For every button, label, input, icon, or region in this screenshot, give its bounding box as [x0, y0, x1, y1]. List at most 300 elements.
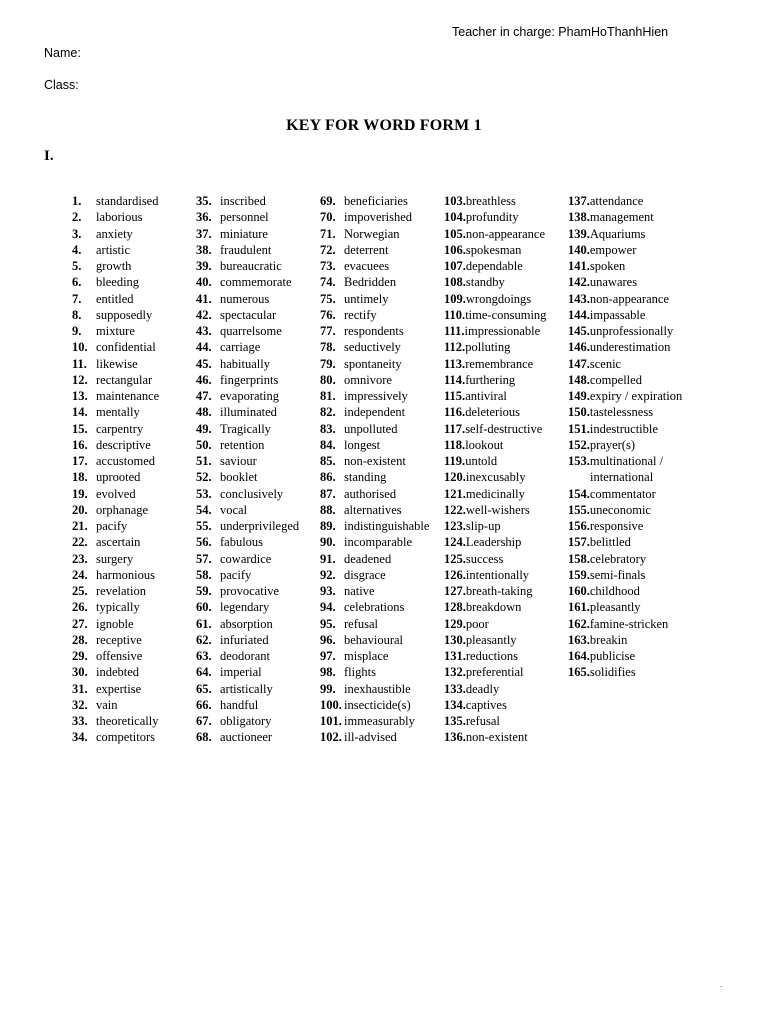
answer-number: 157.: [568, 535, 590, 550]
answer-number: 59.: [196, 584, 212, 598]
answer-number: 2.: [72, 210, 82, 225]
answer-item: [568, 258, 682, 274]
answer-number: 27.: [72, 616, 88, 631]
answer-item: [196, 274, 299, 290]
answer-item: [568, 632, 682, 648]
section-label: I.: [44, 148, 54, 164]
answer-number: 156.: [568, 519, 590, 533]
answer-number: 84.: [320, 437, 336, 452]
answer-word: indebted: [96, 665, 140, 680]
answer-item: [320, 583, 429, 599]
answer-word: attendance: [589, 194, 644, 208]
answer-item: [320, 291, 429, 307]
answer-number: 142.: [568, 275, 590, 290]
answer-word: deodorant: [220, 649, 270, 663]
answer-word: indestructible: [589, 421, 658, 436]
answer-number: 113.: [444, 356, 466, 371]
answer-number: 18.: [72, 470, 88, 485]
answer-word: childhood: [589, 584, 640, 598]
answer-word: famine-stricken: [589, 616, 669, 631]
answer-item: [72, 437, 159, 453]
answer-word: accustomed: [96, 454, 156, 468]
answer-number: 8.: [72, 307, 82, 322]
answer-number: 116.: [444, 405, 466, 420]
answer-number: 49.: [196, 421, 212, 436]
answer-item: [320, 632, 429, 648]
answer-word: inexhaustible: [344, 681, 411, 696]
answer-number: 158.: [568, 551, 590, 566]
answer-number: 143.: [568, 291, 590, 306]
answer-number: 124.: [444, 535, 466, 550]
answer-number: 64.: [196, 665, 212, 680]
answer-number: 83.: [320, 421, 336, 436]
answer-item: [72, 664, 159, 680]
answer-word: pleasantly: [589, 600, 641, 615]
answer-number: 50.: [196, 437, 212, 452]
answer-word: furthering: [465, 372, 516, 387]
answer-key: [0, 193, 768, 753]
answer-item: [196, 339, 299, 355]
answer-word: Aquariums: [589, 226, 646, 241]
answer-item: [196, 632, 299, 648]
answer-item: [196, 599, 299, 615]
answer-item: [72, 518, 159, 534]
answer-word: misplace: [344, 649, 389, 663]
answer-item: [196, 664, 299, 680]
answer-word: confidential: [96, 340, 156, 355]
answer-number: 159.: [568, 567, 590, 582]
answer-item: [72, 258, 159, 274]
answer-item: [320, 226, 429, 242]
answer-number: 110.: [444, 307, 466, 322]
answer-number: 144.: [568, 307, 590, 322]
answer-number: 19.: [72, 486, 88, 501]
answer-word: international: [590, 470, 654, 485]
answer-item: [444, 242, 546, 258]
answer-number: 48.: [196, 405, 212, 420]
answer-item: [320, 242, 429, 258]
name-label: Name:: [44, 46, 81, 60]
answer-word: preferential: [465, 665, 524, 680]
answer-word: deleterious: [465, 405, 521, 420]
answer-number: 162.: [568, 616, 590, 631]
answer-word: impassable: [589, 307, 646, 322]
answer-number: 72.: [320, 242, 336, 257]
answer-item: [72, 291, 159, 307]
answer-item: [196, 453, 299, 469]
answer-word: quarrelsome: [220, 324, 282, 338]
answer-number: 111.: [444, 324, 465, 338]
answer-word: disgrace: [344, 567, 386, 582]
answer-word: standby: [465, 275, 505, 290]
answer-item: [568, 534, 682, 550]
answer-word: time-consuming: [465, 307, 547, 322]
answer-number: 119.: [444, 454, 466, 468]
answer-item: [444, 502, 546, 518]
answer-item: [568, 648, 682, 664]
answer-word: absorption: [220, 616, 273, 631]
answer-number: 126.: [444, 567, 466, 582]
answer-column-4: [444, 193, 546, 746]
answer-number: 42.: [196, 307, 212, 322]
answer-number: 118.: [444, 437, 466, 452]
answer-word: spontaneity: [344, 356, 402, 371]
answer-item: [72, 307, 159, 323]
answer-word: likewise: [96, 356, 138, 371]
answer-word: infuriated: [220, 632, 269, 647]
page-title: KEY FOR WORD FORM 1: [286, 117, 482, 134]
answer-column-2: [196, 193, 299, 746]
answer-item: [320, 664, 429, 680]
answer-item: [320, 616, 429, 632]
answer-item: [568, 616, 682, 632]
answer-number: 146.: [568, 340, 590, 355]
answer-item: [568, 551, 682, 567]
answer-item: [72, 729, 159, 745]
answer-word: alternatives: [344, 502, 402, 517]
answer-word: authorised: [344, 486, 397, 501]
answer-word: carpentry: [96, 421, 144, 436]
answer-item: [568, 421, 682, 437]
answer-word: breathless: [465, 194, 516, 208]
answer-number: 70.: [320, 210, 336, 225]
answer-item: [444, 648, 546, 664]
answer-word: underprivileged: [220, 519, 300, 533]
answer-word: illuminated: [220, 405, 277, 420]
answer-item: [444, 486, 546, 502]
answer-number: 56.: [196, 535, 212, 550]
answer-number: 13.: [72, 389, 88, 403]
answer-word: indistinguishable: [344, 519, 430, 533]
answer-word: breakdown: [465, 600, 522, 615]
answer-number: 122.: [444, 502, 466, 517]
answer-item: [320, 209, 429, 225]
answer-word: seductively: [344, 340, 401, 355]
answer-word: evaporating: [220, 389, 280, 403]
answer-number: 15.: [72, 421, 88, 436]
answer-item: [568, 209, 682, 225]
answer-word: deadened: [344, 551, 392, 566]
answer-number: 53.: [196, 486, 212, 501]
answer-item: [196, 421, 299, 437]
answer-word: deterrent: [344, 242, 389, 257]
answer-item: [320, 372, 429, 388]
answer-number: 25.: [72, 584, 88, 598]
answer-number: 129.: [444, 616, 466, 631]
answer-word: untimely: [344, 291, 389, 306]
answer-word: independent: [344, 405, 406, 420]
answer-item: [568, 323, 682, 339]
answer-number: 61.: [196, 616, 212, 631]
answer-word: uprooted: [96, 470, 141, 485]
answer-number: 133.: [444, 681, 466, 696]
answer-item: [568, 339, 682, 355]
answer-number: 6.: [72, 275, 82, 290]
answer-word: captives: [465, 697, 507, 712]
answer-number: 33.: [72, 714, 88, 728]
answer-word: supposedly: [96, 307, 153, 322]
answer-word: impressionable: [464, 324, 541, 338]
answer-word: refusal: [344, 616, 379, 631]
answer-column-3: [320, 193, 429, 746]
answer-number: 100.: [320, 697, 342, 712]
answer-number: 77.: [320, 324, 336, 338]
answer-item: [196, 697, 299, 713]
answer-item: [196, 534, 299, 550]
answer-word: longest: [344, 437, 381, 452]
answer-word: artistically: [220, 681, 273, 696]
answer-item: [568, 486, 682, 502]
answer-word: ascertain: [96, 535, 141, 550]
answer-word: anxiety: [96, 226, 133, 241]
answer-word: legendary: [220, 600, 270, 615]
answer-item: [196, 388, 299, 404]
answer-item: [444, 388, 546, 404]
answer-number: 85.: [320, 454, 336, 468]
answer-number: 90.: [320, 535, 336, 550]
answer-word: mentally: [96, 405, 140, 420]
answer-word: impoverished: [344, 210, 413, 225]
answer-number: 131.: [444, 649, 466, 663]
answer-item: [320, 681, 429, 697]
answer-item: [72, 502, 159, 518]
answer-item: [196, 356, 299, 372]
answer-item: [196, 193, 299, 209]
answer-word: respondents: [344, 324, 404, 338]
answer-item: [72, 616, 159, 632]
answer-item: [72, 713, 159, 729]
answer-word: typically: [96, 600, 140, 615]
answer-word: provocative: [220, 584, 280, 598]
answer-word: maintenance: [96, 389, 160, 403]
answer-word: management: [589, 210, 654, 225]
answer-item: [444, 226, 546, 242]
answer-number: 87.: [320, 486, 336, 501]
answer-item: [568, 193, 682, 209]
answer-number: 105.: [444, 226, 466, 241]
answer-word: expiry / expiration: [589, 389, 683, 403]
answer-number: 81.: [320, 389, 336, 403]
answer-item: [320, 274, 429, 290]
answer-word: miniature: [220, 226, 268, 241]
answer-item: [568, 226, 682, 242]
answer-word: lookout: [465, 437, 504, 452]
answer-item: [196, 258, 299, 274]
answer-number: 150.: [568, 405, 590, 420]
answer-number: 96.: [320, 632, 336, 647]
answer-word: evacuees: [344, 259, 390, 273]
answer-number: 29.: [72, 649, 88, 663]
answer-number: 117.: [444, 421, 466, 436]
answer-item: [320, 534, 429, 550]
answer-item: [444, 339, 546, 355]
answer-item: [320, 193, 429, 209]
answer-word: responsive: [589, 519, 644, 533]
answer-number: 62.: [196, 632, 212, 647]
answer-number: 88.: [320, 502, 336, 517]
answer-item: [72, 534, 159, 550]
answer-number: 104.: [444, 210, 466, 225]
answer-number: 54.: [196, 502, 212, 517]
answer-item: [444, 274, 546, 290]
answer-item: [196, 469, 299, 485]
answer-item: [444, 632, 546, 648]
answer-item: [320, 648, 429, 664]
answer-number: 17.: [72, 454, 88, 468]
answer-word: standing: [344, 470, 387, 485]
answer-word: reductions: [465, 649, 518, 663]
answer-item: [444, 713, 546, 729]
answer-number: 165.: [568, 665, 590, 680]
answer-item: [444, 469, 546, 485]
answer-number: 147.: [568, 356, 590, 371]
answer-word: retention: [220, 437, 265, 452]
answer-number: 66.: [196, 697, 212, 712]
answer-item: [320, 469, 429, 485]
answer-number: 9.: [72, 324, 82, 338]
answer-number: 80.: [320, 372, 336, 387]
answer-word: non-existent: [344, 454, 406, 468]
answer-word: well-wishers: [465, 502, 530, 517]
answer-word: impressively: [344, 389, 408, 403]
answer-item: [320, 421, 429, 437]
answer-item: [196, 242, 299, 258]
answer-word: belittled: [589, 535, 631, 550]
answer-number: 115.: [444, 389, 466, 403]
answer-item: [444, 421, 546, 437]
answer-number: 152.: [568, 437, 590, 452]
answer-word: spoken: [589, 259, 626, 273]
answer-word: inexcusably: [465, 470, 526, 485]
answer-number: 94.: [320, 600, 336, 615]
answer-item: [568, 469, 682, 485]
answer-item: [444, 664, 546, 680]
answer-item: [444, 583, 546, 599]
answer-word: empower: [589, 242, 637, 257]
answer-word: bleeding: [96, 275, 140, 290]
answer-word: evolved: [96, 486, 136, 501]
answer-number: 35.: [196, 194, 212, 208]
answer-word: cowardice: [220, 551, 272, 566]
answer-word: artistic: [96, 242, 131, 257]
answer-number: 101.: [320, 714, 342, 728]
answer-item: [444, 518, 546, 534]
answer-word: fabulous: [220, 535, 264, 550]
answer-number: 78.: [320, 340, 336, 355]
answer-word: multinational /: [589, 454, 664, 468]
answer-word: semi-finals: [589, 567, 646, 582]
answer-item: [444, 616, 546, 632]
answer-item: [196, 209, 299, 225]
answer-word: harmonious: [96, 567, 156, 582]
answer-number: 44.: [196, 340, 212, 355]
answer-number: 153.: [568, 454, 590, 468]
answer-number: 137.: [568, 194, 590, 208]
answer-number: 148.: [568, 372, 590, 387]
answer-number: 79.: [320, 356, 336, 371]
answer-item: [72, 486, 159, 502]
answer-number: 161.: [568, 600, 590, 615]
answer-number: 103.: [444, 194, 466, 208]
answer-number: 23.: [72, 551, 88, 566]
answer-number: 145.: [568, 324, 590, 338]
answer-word: scenic: [589, 356, 622, 371]
answer-number: 30.: [72, 665, 88, 680]
answer-item: [320, 729, 429, 745]
answer-word: underestimation: [589, 340, 671, 355]
answer-number: 135.: [444, 714, 466, 728]
answer-word: orphanage: [96, 502, 149, 517]
answer-item: [320, 567, 429, 583]
answer-word: auctioneer: [220, 730, 273, 745]
answer-word: breath-taking: [465, 584, 533, 598]
answer-number: 67.: [196, 714, 212, 728]
answer-word: tastelessness: [589, 405, 654, 420]
answer-word: spectacular: [220, 307, 277, 322]
answer-word: slip-up: [465, 519, 501, 533]
answer-word: standardised: [96, 194, 159, 208]
answer-item: [444, 437, 546, 453]
answer-item: [320, 258, 429, 274]
answer-item: [320, 356, 429, 372]
answer-item: [568, 404, 682, 420]
answer-word: non-appearance: [465, 226, 545, 241]
answer-item: [444, 356, 546, 372]
answer-word: commentator: [589, 486, 656, 501]
answer-item: [196, 486, 299, 502]
answer-item: [72, 421, 159, 437]
answer-item: [444, 307, 546, 323]
answer-item: [444, 681, 546, 697]
answer-number: 106.: [444, 242, 466, 257]
answer-item: [196, 616, 299, 632]
answer-word: revelation: [96, 584, 146, 598]
answer-word: remembrance: [465, 356, 534, 371]
answer-word: compelled: [589, 372, 642, 387]
answer-word: carriage: [220, 340, 261, 355]
answer-number: 7.: [72, 291, 82, 306]
answer-item: [320, 502, 429, 518]
answer-word: imperial: [220, 665, 262, 680]
answer-item: [444, 453, 546, 469]
answer-item: [72, 323, 159, 339]
answer-item: [196, 583, 299, 599]
answer-number: 40.: [196, 275, 212, 290]
answer-word: receptive: [96, 632, 142, 647]
answer-number: 97.: [320, 649, 336, 663]
answer-word: ill-advised: [344, 730, 397, 745]
answer-number: 75.: [320, 291, 336, 306]
answer-number: 28.: [72, 632, 88, 647]
answer-number: 138.: [568, 210, 590, 225]
answer-word: incomparable: [344, 535, 413, 550]
answer-number: 95.: [320, 616, 336, 631]
answer-item: [568, 388, 682, 404]
answer-item: [72, 681, 159, 697]
answer-number: 140.: [568, 242, 590, 257]
answer-number: 38.: [196, 242, 212, 257]
answer-word: dependable: [465, 259, 523, 273]
answer-item: [320, 323, 429, 339]
answer-item: [196, 437, 299, 453]
answer-word: deadly: [465, 681, 500, 696]
answer-number: 41.: [196, 291, 212, 306]
answer-item: [568, 356, 682, 372]
answer-number: 22.: [72, 535, 88, 550]
answer-word: solidifies: [589, 665, 636, 680]
answer-word: rectify: [344, 307, 377, 322]
answer-word: celebrations: [344, 600, 405, 615]
